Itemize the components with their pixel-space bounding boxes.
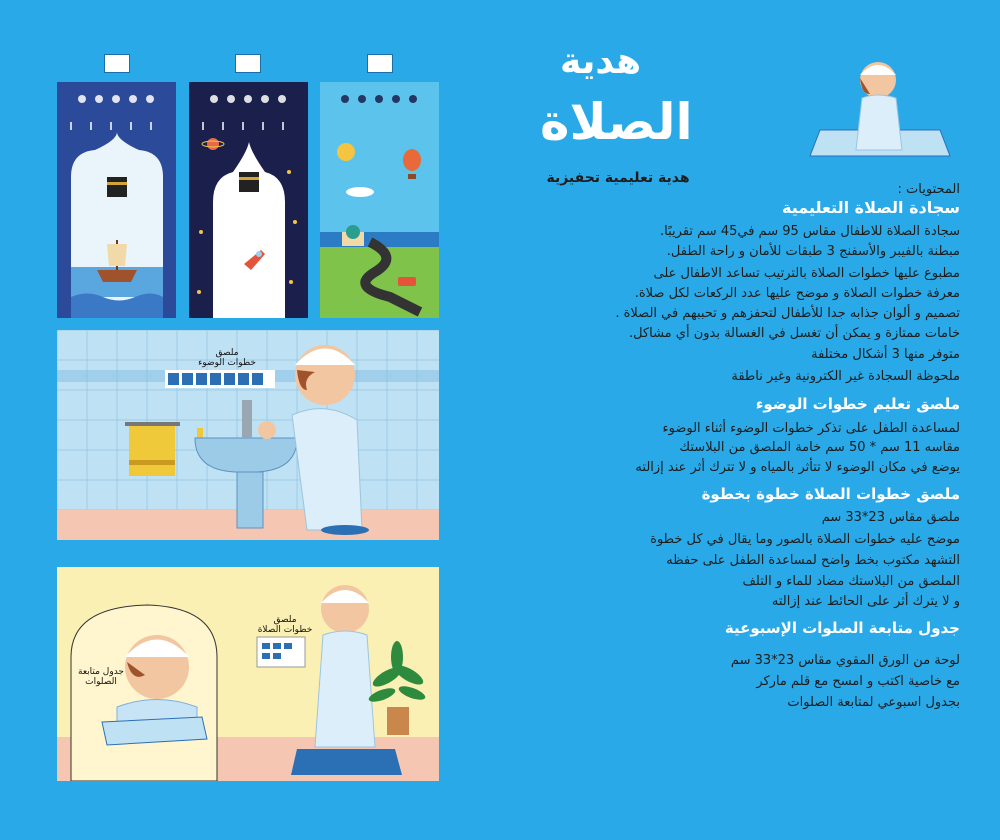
logo-word-2: الصلاة (540, 93, 693, 151)
section-4-line: لوحة من الورق المقوي مقاس 23*33 سم (730, 653, 960, 668)
prayer-mat-blue[interactable] (57, 82, 176, 318)
section-1-line: خامات ممتازة و يمكن أن تغسل في الغسالة بدون أي مشاكل. (628, 326, 960, 341)
section-3-line: و لا يترك أثر على الحائط عند إزالته (771, 594, 960, 609)
section-1-line: مطبوع عليها خطوات الصلاة بالترتيب تساعد الاطفال على (653, 266, 960, 281)
weekly-chart-label: جدول متابعة الصلوات (78, 667, 124, 687)
prayer-mat-blue-art (57, 82, 176, 318)
section-4-line: بجدول اسبوعي لمتابعة الصلوات (787, 695, 960, 710)
wudu-sticker-art (165, 370, 275, 388)
section-2-line: يوضع في مكان الوضوء لا تتأثر بالمياه و لا تترك أثر عند إزالته (635, 460, 960, 475)
section-3-line: موضح عليه خطوات الصلاة بالصور وما يقال في كل خطوة (650, 532, 960, 547)
section-4-line: مع خاصية اكتب و امسح مع قلم ماركر (756, 674, 960, 689)
section-1-line: تصميم و ألوان جذابه جدا للأطفال لتحفزهم و تحببهم في الصلاة . (615, 306, 960, 321)
section-4-heading: جدول متابعة الصلوات الإسبوعية (724, 619, 960, 637)
logo-word-1: هدية (560, 41, 642, 82)
section-3-line: ملصق مقاس 23*33 سم (821, 510, 960, 525)
section-2-heading: ملصق تعليم خطوات الوضوء (755, 395, 960, 413)
prayer-mat-navy[interactable] (189, 82, 308, 318)
prayer-mat-sky-art (320, 82, 439, 318)
section-1-line: متوفر منها 3 أشكال مختلفة (811, 347, 960, 362)
swatch-1[interactable] (104, 54, 130, 73)
prayer-sticker-label: ملصق خطوات الصلاة (257, 615, 313, 635)
prayer-mat-navy-art (189, 82, 308, 318)
section-1-heading: سجادة الصلاة التعليمية (782, 198, 960, 217)
prayer-mat-sky[interactable] (320, 82, 439, 318)
section-1-line: ملحوظة السجادة غير الكترونية وغير ناطقة (731, 369, 960, 384)
prayer-scene (57, 567, 439, 781)
wudu-scene (57, 330, 439, 540)
section-3-line: الملصق من البلاستك مضاد للماء و التلف (742, 574, 960, 589)
logo-subtitle: هدية تعليمية تحفيزية (546, 170, 690, 186)
section-1-line: سجادة الصلاة للاطفال مقاس 95 سم في45 سم تقريبًا. (660, 224, 960, 239)
wudu-sticker-label: ملصق خطوات الوضوء (198, 348, 256, 368)
section-3-heading: ملصق خطوات الصلاة خطوة بخطوة (701, 485, 960, 503)
section-1-line: مبطنة بالفيبر والأسفنج 3 طبقات للأمان و راحة الطفل. (666, 244, 960, 259)
section-2-line: مقاسه 11 سم * 50 سم خامة الملصق من البلاستك (679, 440, 960, 455)
praying-boy-illustration (800, 50, 960, 160)
swatch-3[interactable] (367, 54, 393, 73)
section-3-line: التشهد مكتوب بخط واضح لمساعدة الطفل على حفظه (666, 553, 960, 568)
logo (540, 40, 740, 180)
contents-label: المحتويات : (897, 182, 960, 197)
section-1-line: معرفة خطوات الصلاة و موضح عليها عدد الركعات لكل صلاة. (634, 286, 960, 301)
swatch-2[interactable] (235, 54, 261, 73)
section-2-line: لمساعدة الطفل على تذكر خطوات الوضوء أثناء الوضوء (662, 421, 960, 436)
